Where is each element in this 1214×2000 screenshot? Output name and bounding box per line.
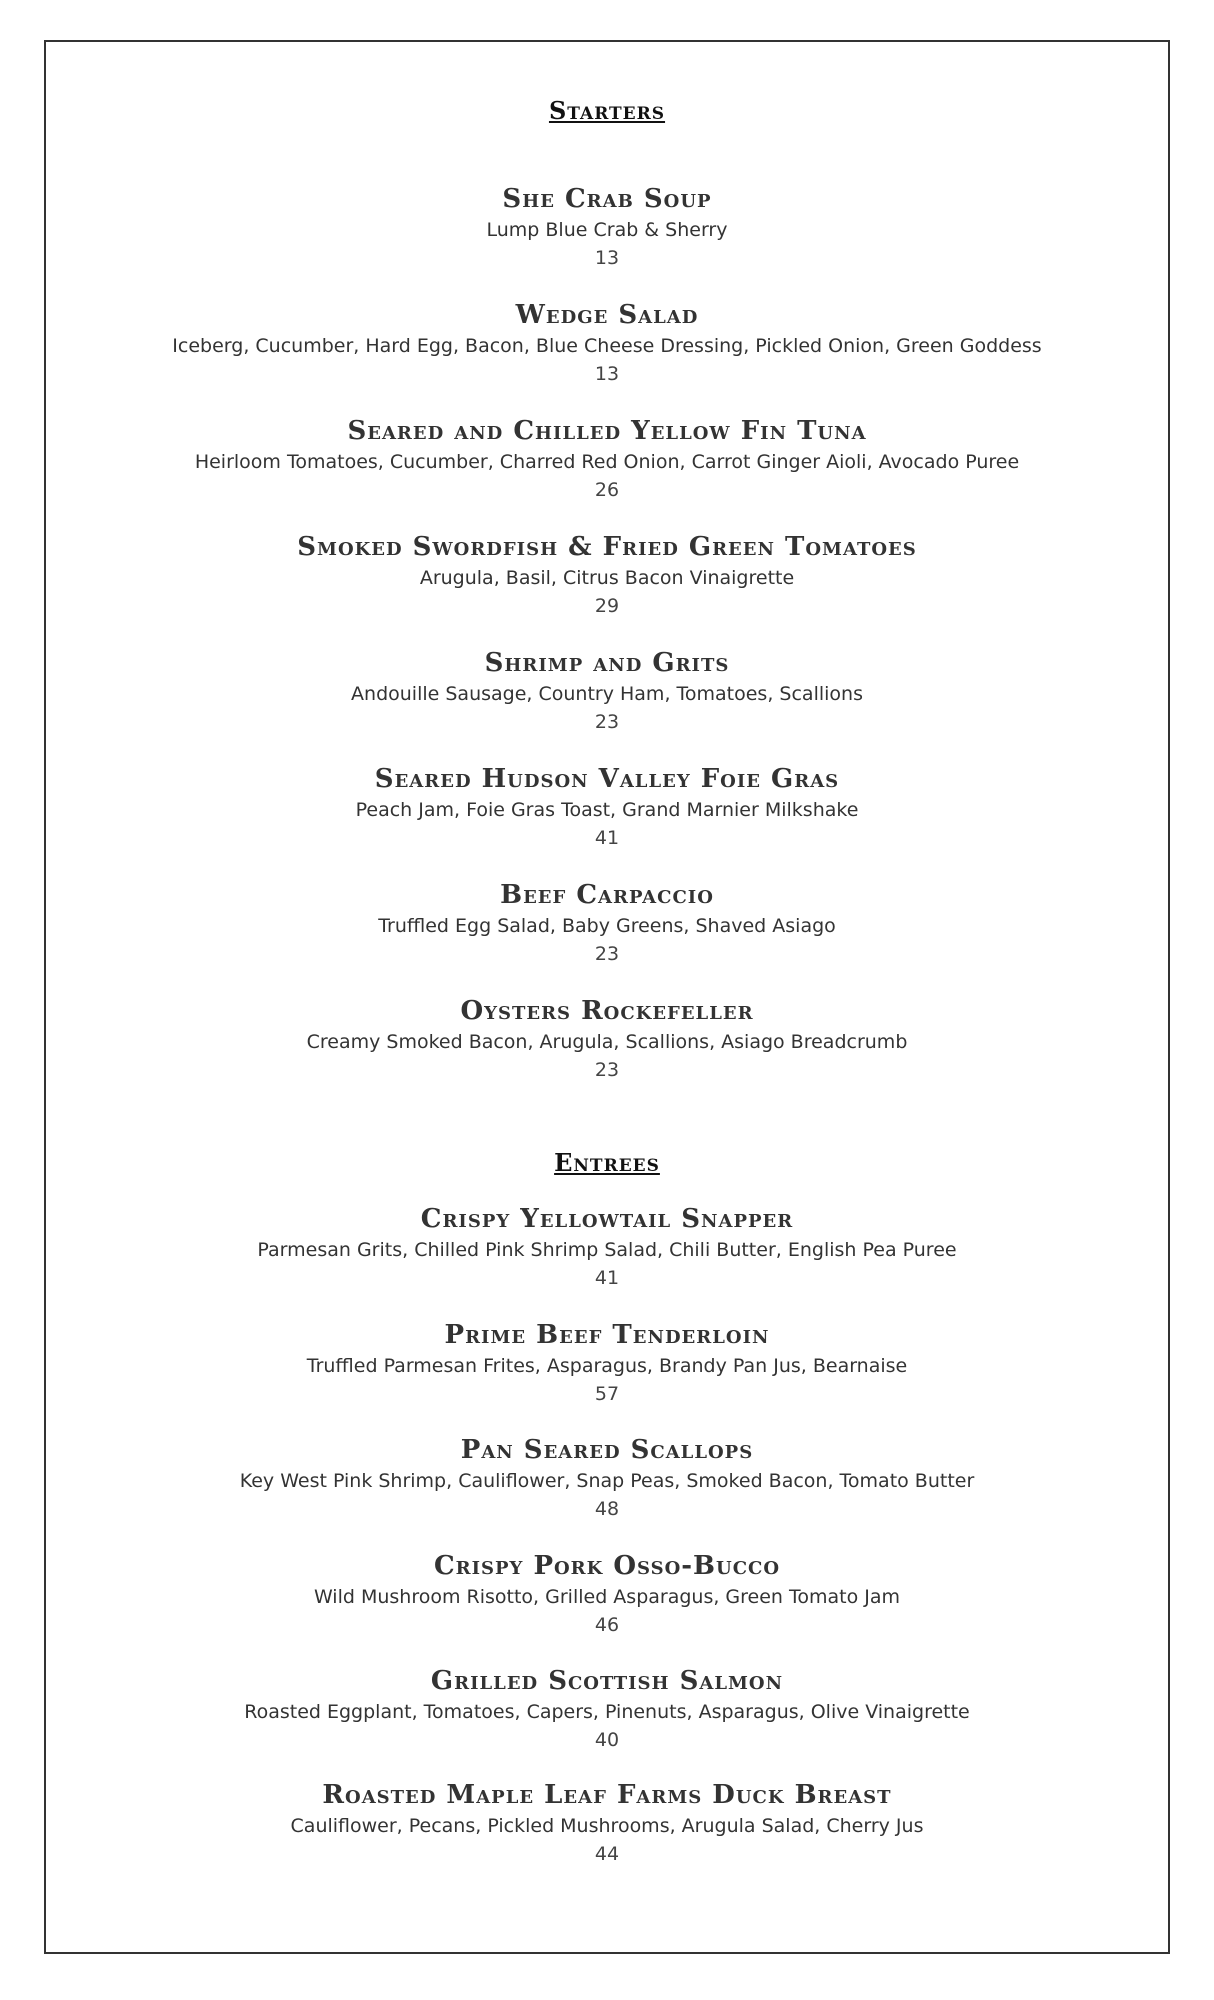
item-description: Parmesan Grits, Chilled Pink Shrimp Salad, Chili Butter, English Pea Puree [257,1239,957,1261]
item-price: 40 [594,1729,620,1751]
item-price: 26 [594,479,620,501]
menu-item [0,182,1214,272]
entrees-section [0,1148,1214,1177]
menu-item [0,1202,1214,1292]
menu-item [0,1778,1214,1868]
item-name: Smoked Swordfish & Fried Green Tomatoes [297,532,917,562]
item-name: Crispy Pork Osso-Bucco [433,1551,781,1581]
item-name: Roasted Maple Leaf Farms Duck Breast [322,1780,892,1810]
item-description: Roasted Eggplant, Tomatoes, Capers, Pinenuts, Asparagus, Olive Vinaigrette [244,1701,970,1723]
item-name: Seared Hudson Valley Foie Gras [374,764,840,794]
item-price: 13 [594,363,620,385]
starters-section [0,96,1214,125]
item-description: Wild Mushroom Risotto, Grilled Asparagus, Green Tomato Jam [313,1586,901,1608]
item-name: Pan Seared Scallops [460,1435,754,1465]
item-description: Peach Jam, Foie Gras Toast, Grand Marnier Milkshake [355,799,859,821]
item-description: Truffled Egg Salad, Baby Greens, Shaved Asiago [378,915,836,937]
item-price: 23 [594,711,620,733]
item-description: Andouille Sausage, Country Ham, Tomatoes, Scallions [351,683,863,705]
item-price: 41 [594,1267,620,1289]
item-name: Crispy Yellowtail Snapper [420,1204,794,1234]
menu-item [0,1549,1214,1639]
item-price: 44 [594,1843,620,1865]
item-description: Arugula, Basil, Citrus Bacon Vinaigrette [419,567,795,589]
item-name: Seared and Chilled Yellow Fin Tuna [347,416,867,446]
item-description: Lump Blue Crab & Sherry [486,219,728,241]
item-name: Wedge Salad [515,300,699,330]
item-price: 48 [594,1498,620,1520]
item-description: Key West Pink Shrimp, Cauliflower, Snap Peas, Smoked Bacon, Tomato Butter [239,1470,975,1492]
item-price: 29 [594,595,620,617]
item-name: Prime Beef Tenderloin [444,1320,770,1350]
item-name: Beef Carpaccio [500,880,714,910]
entrees-title: Entrees [554,1148,660,1177]
item-price: 46 [594,1614,620,1636]
item-price: 23 [594,943,620,965]
menu-item [0,298,1214,388]
item-name: Grilled Scottish Salmon [430,1666,784,1696]
menu-item [0,994,1214,1084]
item-description: Iceberg, Cucumber, Hard Egg, Bacon, Blue Cheese Dressing, Pickled Onion, Green Goddess [172,335,1042,357]
menu-item [0,1318,1214,1408]
item-description: Cauliflower, Pecans, Pickled Mushrooms, Arugula Salad, Cherry Jus [290,1815,924,1837]
item-name: Oysters Rockefeller [460,996,754,1026]
item-description: Creamy Smoked Bacon, Arugula, Scallions, Asiago Breadcrumb [306,1031,908,1053]
menu-item [0,530,1214,620]
item-name: She Crab Soup [502,184,712,214]
menu-item [0,762,1214,852]
item-name: Shrimp and Grits [484,648,730,678]
item-description: Truffled Parmesan Frites, Asparagus, Brandy Pan Jus, Bearnaise [306,1355,908,1377]
starters-title: Starters [548,96,666,125]
menu-item [0,414,1214,504]
item-price: 23 [594,1059,620,1081]
menu-item [0,646,1214,736]
menu-item [0,1664,1214,1754]
menu-item [0,878,1214,968]
item-price: 41 [594,827,620,849]
item-description: Heirloom Tomatoes, Cucumber, Charred Red Onion, Carrot Ginger Aioli, Avocado Puree [194,451,1020,473]
item-price: 57 [594,1383,620,1405]
item-price: 13 [594,247,620,269]
menu-item [0,1433,1214,1523]
